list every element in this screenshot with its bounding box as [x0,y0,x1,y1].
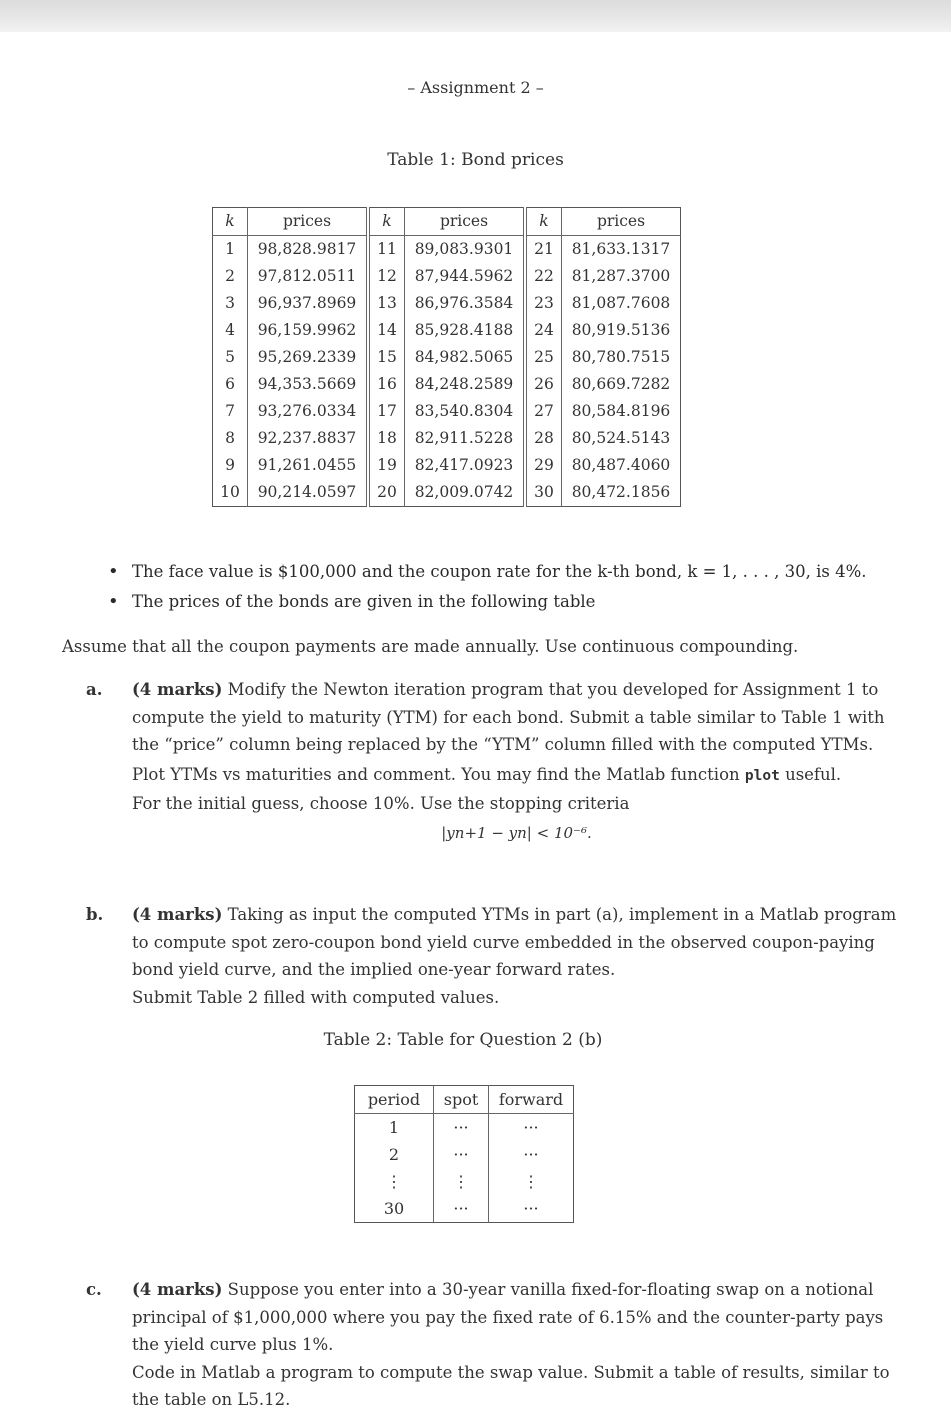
col-spot: spot [434,1086,489,1114]
plot-function-code: plot [744,767,780,784]
table1-caption: Table 1: Bond prices [387,150,564,170]
bond-price-cell: 80,919.5136 [571,321,671,339]
table-row [213,398,681,425]
spot-cell: ··· [434,1141,489,1168]
spot-cell: ··· [434,1195,489,1223]
table-row [213,479,681,507]
page-header: – Assignment 2 – [407,78,544,97]
table-header-row [213,208,681,236]
bond-price-cell: 81,633.1317 [571,240,671,258]
col-forward: forward [489,1086,574,1114]
forward-cell: ··· [523,1118,539,1137]
bond-price-cell: 93,276.0334 [248,398,369,425]
bond-price-cell: 80,669.7282 [571,375,671,393]
question-a [86,676,901,847]
table2-caption: Table 2: Table for Question 2 (b) [323,1030,603,1050]
bond-price-cell: 80,487.4060 [571,456,671,474]
bond-index-cell: 21 [525,236,562,264]
bond-index-cell: 25 [525,344,562,371]
bond-prices-table [212,207,681,507]
bond-index-cell: 10 [213,479,248,507]
spot-forward-table [354,1085,574,1223]
table-header-row [355,1086,574,1114]
question-a-plot-text: Plot YTMs vs maturities and comment. You may find the Matlab function [132,764,740,784]
question-b-text: Taking as input the computed YTMs in part (a), implement in a Matlab program to compute spot zero-coupon bond yield curve embedded in the observed coupon-paying bond yield curve, and the implied one-year forward rates. [132,905,897,979]
bond-index-cell: 7 [213,398,248,425]
window-top-bar [0,0,951,32]
bond-price-cell: 80,472.1856 [571,483,671,501]
table-row [213,263,681,290]
col-k: k [368,208,405,236]
bond-price-cell: 80,584.8196 [571,402,671,420]
bond-price-cell: 87,944.5962 [405,263,526,290]
col-prices: prices [562,208,681,236]
bond-price-cell: 82,417.0923 [405,452,526,479]
period-cell: ⋮ [355,1168,434,1195]
bond-index-cell: 18 [368,425,405,452]
table-row [355,1195,574,1223]
bond-index-cell: 23 [525,290,562,317]
table-row [355,1114,574,1142]
question-a-text: Modify the Newton iteration program that you developed for Assignment 1 to compute the yield to maturity (YTM) for each bond. Submit a table similar to Table 1 with the “price” column being replaced by the “YTM” column filled with the computed YTMs. [132,680,885,754]
forward-cell: ⋮ [523,1172,539,1191]
bond-price-cell: 92,237.8837 [248,425,369,452]
stopping-criterion-equation: |yn+1 − yn| < 10⁻⁶. [441,823,592,842]
bond-index-cell: 29 [525,452,562,479]
bond-price-cell: 82,911.5228 [405,425,526,452]
question-a-plot-text-end: useful. [785,764,842,784]
bond-price-cell: 89,083.9301 [405,236,526,264]
question-a-label: a. [86,680,103,699]
table-row [355,1168,574,1195]
bond-index-cell: 3 [213,290,248,317]
question-a-marks: (4 marks) [132,680,223,699]
col-period: period [355,1086,434,1114]
table-row [213,236,681,264]
bond-price-cell: 83,540.8304 [405,398,526,425]
question-b-marks: (4 marks) [132,905,223,924]
bond-price-cell: 82,009.0742 [405,479,526,507]
bond-index-cell: 1 [213,236,248,264]
table-row [213,371,681,398]
question-c-code-text: Code in Matlab a program to compute the swap value. Submit a table of results, similar to the table on L5.12. [132,1362,890,1409]
col-k: k [525,208,562,236]
bond-price-cell: 95,269.2339 [248,344,369,371]
bond-price-cell: 91,261.0455 [248,452,369,479]
bond-price-cell: 81,087.7608 [571,294,671,312]
question-c-text: Suppose you enter into a 30-year vanilla fixed-for-floating swap on a notional principal of $1,000,000 where you pay the fixed rate of 6.15% and the counter-party pays the yield curve plus 1%. [132,1280,884,1354]
bond-index-cell: 24 [525,317,562,344]
bond-price-cell: 84,248.2589 [405,371,526,398]
spot-cell: ··· [434,1114,489,1142]
bond-index-cell: 22 [525,263,562,290]
bond-index-cell: 19 [368,452,405,479]
table-row [213,425,681,452]
bond-index-cell: 9 [213,452,248,479]
bond-index-cell: 16 [368,371,405,398]
bond-price-cell: 96,937.8969 [248,290,369,317]
table-row [213,290,681,317]
bond-price-cell: 98,828.9817 [248,236,369,264]
table-row [355,1141,574,1168]
bond-index-cell: 11 [368,236,405,264]
bond-price-cell: 94,353.5669 [248,371,369,398]
col-prices: prices [248,208,369,236]
question-b-label: b. [86,905,104,924]
bond-price-cell: 90,214.0597 [248,479,369,507]
bond-index-cell: 2 [213,263,248,290]
bond-index-cell: 20 [368,479,405,507]
bond-price-cell: 80,780.7515 [571,348,671,366]
question-c-label: c. [86,1280,102,1299]
bond-index-cell: 8 [213,425,248,452]
period-cell: 2 [355,1141,434,1168]
bond-price-cell: 86,976.3584 [405,290,526,317]
bond-price-cell: 96,159.9962 [248,317,369,344]
bond-price-cell: 84,982.5065 [405,344,526,371]
forward-cell: ··· [523,1199,539,1218]
bond-index-cell: 26 [525,371,562,398]
question-b [86,901,901,1011]
bond-index-cell: 5 [213,344,248,371]
assumption-text: Assume that all the coupon payments are made annually. Use continuous compounding. [62,637,799,656]
bond-index-cell: 15 [368,344,405,371]
forward-cell: ··· [523,1145,539,1164]
spot-cell: ⋮ [434,1168,489,1195]
bond-price-cell: 80,524.5143 [571,429,671,447]
bond-index-cell: 27 [525,398,562,425]
bond-price-cell: 81,287.3700 [571,267,671,285]
table-row [213,452,681,479]
question-c [86,1276,901,1414]
table-row [213,344,681,371]
bond-index-cell: 13 [368,290,405,317]
bond-index-cell: 28 [525,425,562,452]
table-row [213,317,681,344]
bullet-face-value: • The face value is $100,000 and the coupon rate for the k-th bond, k = 1, . . . , 30, is 4%. [108,557,867,587]
bond-index-cell: 30 [525,479,562,507]
bond-index-cell: 6 [213,371,248,398]
bullet-prices: • The prices of the bonds are given in the following table [108,587,867,617]
bond-index-cell: 14 [368,317,405,344]
bond-price-cell: 97,812.0511 [248,263,369,290]
bond-index-cell: 12 [368,263,405,290]
period-cell: 30 [355,1195,434,1223]
col-k: k [213,208,248,236]
bond-price-cell: 85,928.4188 [405,317,526,344]
bullet-list [108,557,867,617]
bond-index-cell: 17 [368,398,405,425]
question-c-marks: (4 marks) [132,1280,223,1299]
question-a-guess-text: For the initial guess, choose 10%. Use the stopping criteria [132,794,630,813]
period-cell: 1 [355,1114,434,1142]
col-prices: prices [405,208,526,236]
question-b-submit: Submit Table 2 filled with computed values. [132,987,500,1007]
bond-index-cell: 4 [213,317,248,344]
